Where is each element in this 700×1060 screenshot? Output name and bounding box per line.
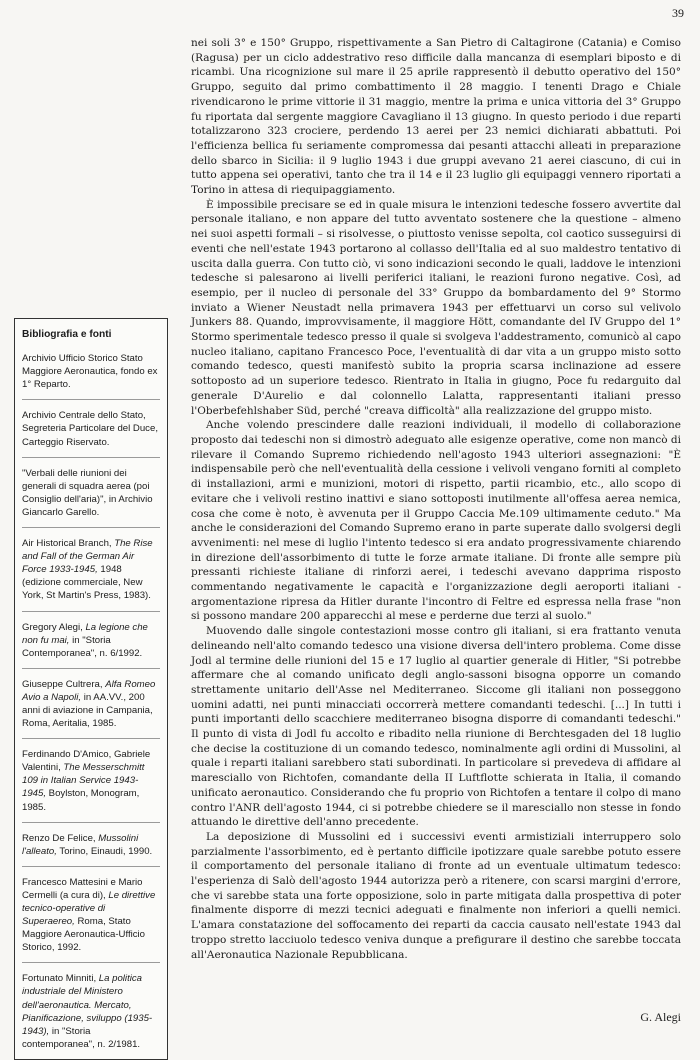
bibliography-list — [22, 352, 160, 1053]
page-number: 39 — [672, 6, 684, 20]
bibliography-entry-text: Boylston, Monogram, 1985. — [22, 788, 140, 813]
bibliography-entry-text: Roma, Stato Maggiore Aeronautica-Ufficio Storico, 1992. — [22, 916, 146, 954]
paragraph: nei soli 3° e 150° Gruppo, rispettivamente a San Pietro di Caltagirone (Catania) e Comiso (Ragusa) per un ciclo addestrativo reso difficile dalla mancanza di esemplari biposto e di ricambi. Una ricognizione sul mare il 25 aprile rappresentò il debutto operativo del 150° Gruppo, seguito dal primo combattimento il 28 maggio. I tenenti Drago e Chiale rivendicarono le prime vittorie il 31 maggio, mentre la prima e unica vittoria del 3° Gruppo fu riportata dal sergente maggiore Cavagliano il 13 giugno. In questo periodo i due reparti totalizzarono 323 crociere, perdendo 13 aerei per 23 nemici dichiarati abbattuti. Poi l'efficienza bellica fu seriamente compromessa dai pesanti attacchi alleati in preparazione dello sbarco in Sicilia: il 9 luglio 1943 i due gruppi avevano 21 aerei ciascuno, di cui in tutto appena sei operativi, tanto che tra il 14 e il 23 luglio gli equipaggi vennero riportati a Torino in attesa di riequipaggiamento. — [191, 37, 681, 197]
bibliography-entry-text: 1948 (edizione commerciale, New York, St Martin's Press, 1983). — [22, 564, 151, 602]
bibliography-entry — [22, 537, 160, 611]
bibliography-entry — [22, 467, 160, 528]
bibliography-entry — [22, 972, 160, 1053]
bibliography-entry — [22, 748, 160, 822]
bibliography-entry-title: Alfa Romeo Avio a Napoli, — [22, 678, 156, 703]
bibliography-entry — [22, 876, 160, 964]
bibliography-entry-title: La politica industriale del Ministero dell'aeronautica. Mercato, Pianificazione, sviluppo (1935-1943), — [22, 973, 153, 1037]
paragraph: È impossibile precisare se ed in quale misura le intenzioni tedesche fossero avvertite dal personale italiano, e non appare del tutto avventato sostenere che la questione – almeno nei suoi aspetti formali – si risolvesse, o piuttosto venisse sepolta, col caotico susseguirsi di eventi che nell'estate 1943 portarono al collasso dell'Italia ed al suo maldestro tentativo di uscita dalla guerra. Con tutto ciò, vi sono indicazioni secondo le quali, laddove le intenzioni tedesche si palesarono ai livelli periferici italiani, le reazioni furono negative. Così, ad esempio, per il nucleo di personale del 33° Gruppo da bombardamento del 9° Stormo inviato a Wiener Neustadt nella primavera 1943 per effettuarvi un corso sul velivolo Junkers 88. Quando, improvvisamente, il maggiore Hött, comandante del IV Gruppo del 1° Stormo sperimentale tedesco presso il quale si svolgeva l'addestramento, comunicò al capo nucleo italiano, capitano Francesco Poce, l'eventualità di dar vita a un gruppo misto sotto comando tedesco, questi manifestò subito la propria scarsa inclinazione ad essere sottoposto ad un superiore tedesco. Rientrato in Italia in giugno, Poce fu redarguito dal generale D'Aurelio e dal colonnello Lalatta, rappresentanti italiani presso l'Oberbefehlshaber Süd, perché "creava difficoltà" alla realizzazione del gruppo misto. — [191, 198, 681, 417]
bibliography-entry-text: Archivio Centrale dello Stato, Segreteria Particolare del Duce, Carteggio Riservato. — [22, 410, 158, 448]
bibliography-title: Bibliografia e fonti — [22, 329, 112, 340]
bibliography-entry — [22, 678, 160, 739]
bibliography-entry — [22, 621, 160, 669]
bibliography-entry-text: in "Storia contemporanea", n. 2/1981. — [22, 1025, 141, 1050]
bibliography-entry — [22, 832, 160, 867]
bibliography-entry-text: in "Storia Contemporanea", n. 6/1992. — [22, 634, 143, 659]
bibliography-entry — [22, 409, 160, 457]
bibliography-entry-text: "Verbali delle riunioni dei generali di squadra aerea (poi Consiglio dell'aria)", in Archivio Giancarlo Garello. — [22, 467, 153, 518]
bibliography-entry-text: Ferdinando D'Amico, Gabriele Valentini, — [22, 749, 151, 774]
bibliography-entry — [22, 352, 160, 400]
bibliography-box — [14, 318, 168, 1060]
bibliography-entry-text: Air Historical Branch, — [22, 538, 115, 550]
author-signature: G. Alegi — [640, 1010, 681, 1024]
bibliography-entry-title: Le direttive tecnico-operative di Superaereo, — [22, 889, 156, 928]
paragraph: La deposizione di Mussolini ed i successivi eventi armistiziali interruppero solo parzialmente l'assorbimento, ed è pertanto difficile ipotizzare quale sarebbe potuto essere il comportamento del personale italiano di fronte ad un eventuale ultimatum tedesco: l'esperienza di Salò dell'agosto 1944 autorizza però a ritenere, con scarsi margini d'errore, che vi sarebbe stata una forte opposizione, solo in parte mitigata dalla prospettiva di poter finalmente disporre di mezzi tecnici adeguati e finalmente non inferiori a quelli nemici. L'amara constatazione del soffocamento dei reparti da caccia causato nell'estate 1943 dal troppo stretto lacciuolo tedesco veniva dunque a prefigurare il destino che sarebbe toccata all'Aeronautica Nazionale Repubblicana. — [191, 830, 681, 961]
bibliography-entry-text: Giuseppe Cultrera, — [22, 678, 106, 690]
bibliography-entry-text: Gregory Alegi, — [22, 621, 86, 633]
bibliography-entry-title: La legione che non fu mai, — [22, 621, 148, 646]
bibliography-entry-text: Francesco Mattesini e Mario Cermelli (a cura di), — [22, 876, 143, 901]
bibliography-entry-title: Mussolini l'alleato, — [22, 832, 139, 857]
bibliography-entry-title: The Messerschmitt 109 in Italian Service 1943-1945, — [22, 762, 145, 800]
bibliography-entry-text: Renzo De Felice, — [22, 832, 99, 844]
paragraph: Anche volendo prescindere dalle reazioni individuali, il modello di collaborazione proposto dai tedeschi non si dimostrò adeguato alle esigenze operative, come non mancò di rilevare il Comando Supremo richiedendo nell'agosto 1943 ulteriori assegnazioni: "È indispensabile però che nell'eventualità della cessione i velivoli vengano forniti al completo di installazioni, armi e munizioni, motori di rispetto, partii ricambio, etc., allo scopo di evitare che i velivoli restino inattivi e siano sottoposti inutilmente all'offesa aerea nemica, cosa che come è noto, è avvenuta per il Gruppo Caccia Me.109 ultimamente ceduto." Ma anche le considerazioni del Comando Supremo erano in parte superate dallo svolgersi degli avvenimenti: nel mese di luglio l'intento tedesco si era andato progressivamente chiarendo in direzione dell'assorbimento di tutte le forze armate italiane. Di fronte alle sempre più pressanti richieste italiane di rinforzi aerei, i tedeschi avevano dapprima risposto commentando negativamente le capacità e l'organizzazione degli aeroporti italiani - argomentazione ripresa da Hitler durante l'incontro di Feltre ed espressa nella frase "non si possono mandare 200 apparecchi al mese e perderne due terzi al suolo." — [191, 419, 681, 623]
bibliography-entry-text: in AA.VV., 200 anni di aviazione in Campania, Roma, Aeritalia, 1985. — [22, 691, 153, 730]
bibliography-entry-title: The Rise and Fall of the German Air Force 1933-1945, — [22, 538, 153, 576]
article-body — [191, 36, 681, 962]
bibliography-entry-text: Fortunato Minniti, — [22, 973, 99, 985]
bibliography-entry-text: Archivio Ufficio Storico Stato Maggiore Aeronautica, fondo ex 1° Reparto. — [22, 353, 158, 391]
bibliography-entry-text: Torino, Einaudi, 1990. — [56, 845, 153, 857]
paragraph: Muovendo dalle singole contestazioni mosse contro gli italiani, si era frattanto venuta delineando nell'alto comando tedesco una visione diversa dell'intero problema. Come disse Jodl al termine delle riunioni del 15 e 17 luglio al quartier generale di Hitler, "Si potrebbe affermare che al comando unificato degli anglo-sassoni bisogna opporre un comando strettamente unitario dell'Asse nel Mediterraneo. Siccome gli italiani non posseggono uomini adatti, nei punti minacciati occorrerà mettere comandanti tedeschi. [...] In tutti i punti importanti dello scacchiere mediterraneo bisogna disporre di comandanti tedeschi." Il punto di vista di Jodl fu accolto e ribadito nella riunione di Berchtesgaden del 18 luglio che decise la costituzione di un comando tedesco, nominalmente agli ordini di Mussolini, al quale i reparti italiani sarebbero stati subordinati. In particolare si prevedeva di affidare al maresciallo von Richtofen, comandante della II Luftflotte schierata in Italia, il comando unificato aeronautico. Considerando che fu proprio von Richtofen a tentare il colpo di mano contro l'ANR dell'agosto 1944, ci si potrebbe chiedere se il maresciallo non stesse in fondo attuando le direttive dell'anno precedente. — [191, 625, 681, 829]
